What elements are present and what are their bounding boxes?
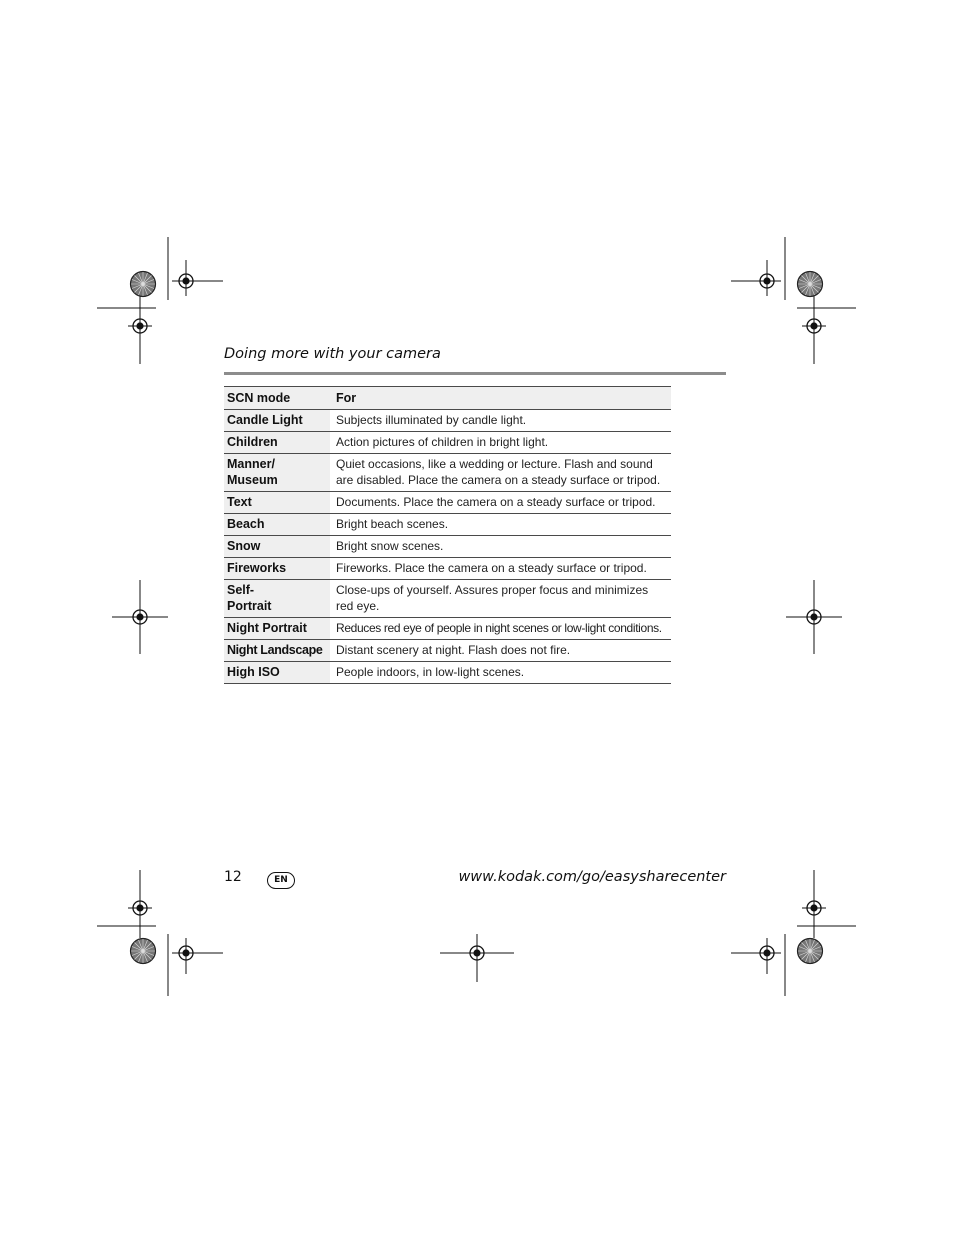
column-header-for: For [330,387,671,410]
mode-name: Snow [224,536,330,558]
mode-name: Candle Light [224,410,330,432]
mode-name: Fireworks [224,558,330,580]
mode-name: Text [224,492,330,514]
running-head: Doing more with your camera [224,346,441,362]
scn-mode-table [224,386,671,684]
mode-name: Children [224,432,330,454]
mode-description: Bright snow scenes. [330,536,671,558]
mode-description: Action pictures of children in bright light. [330,432,671,454]
table-row [224,410,671,432]
mode-description: Fireworks. Place the camera on a steady surface or tripod. [330,558,671,580]
mode-name: Night Portrait [224,618,330,640]
mode-description: Bright beach scenes. [330,514,671,536]
mode-name: Beach [224,514,330,536]
table-row [224,580,671,618]
table-row [224,558,671,580]
table-row [224,514,671,536]
page-number: 12 [224,869,242,885]
table-row [224,662,671,684]
table-row [224,492,671,514]
mode-description: Reduces red eye of people in night scenes or low-light conditions. [330,618,671,640]
mode-name: Self- Portrait [224,580,330,618]
table-header-row [224,387,671,410]
table-row [224,432,671,454]
mode-name: High ISO [224,662,330,684]
table-row [224,618,671,640]
table-row [224,536,671,558]
column-header-scn-mode: SCN mode [224,387,330,410]
table-row [224,454,671,492]
mode-description: Documents. Place the camera on a steady surface or tripod. [330,492,671,514]
mode-name: Night Landscape [224,640,330,662]
mode-description: Subjects illuminated by candle light. [330,410,671,432]
mode-description: Quiet occasions, like a wedding or lecture. Flash and sound are disabled. Place the camera on a steady surface or tripod. [330,454,671,492]
table-row [224,640,671,662]
header-rule [224,372,726,375]
mode-description: People indoors, in low-light scenes. [330,662,671,684]
mode-description: Distant scenery at night. Flash does not fire. [330,640,671,662]
language-badge: EN [267,872,295,889]
mode-name: Manner/ Museum [224,454,330,492]
mode-description: Close-ups of yourself. Assures proper focus and minimizes red eye. [330,580,671,618]
footer-url: www.kodak.com/go/easysharecenter [458,869,726,885]
